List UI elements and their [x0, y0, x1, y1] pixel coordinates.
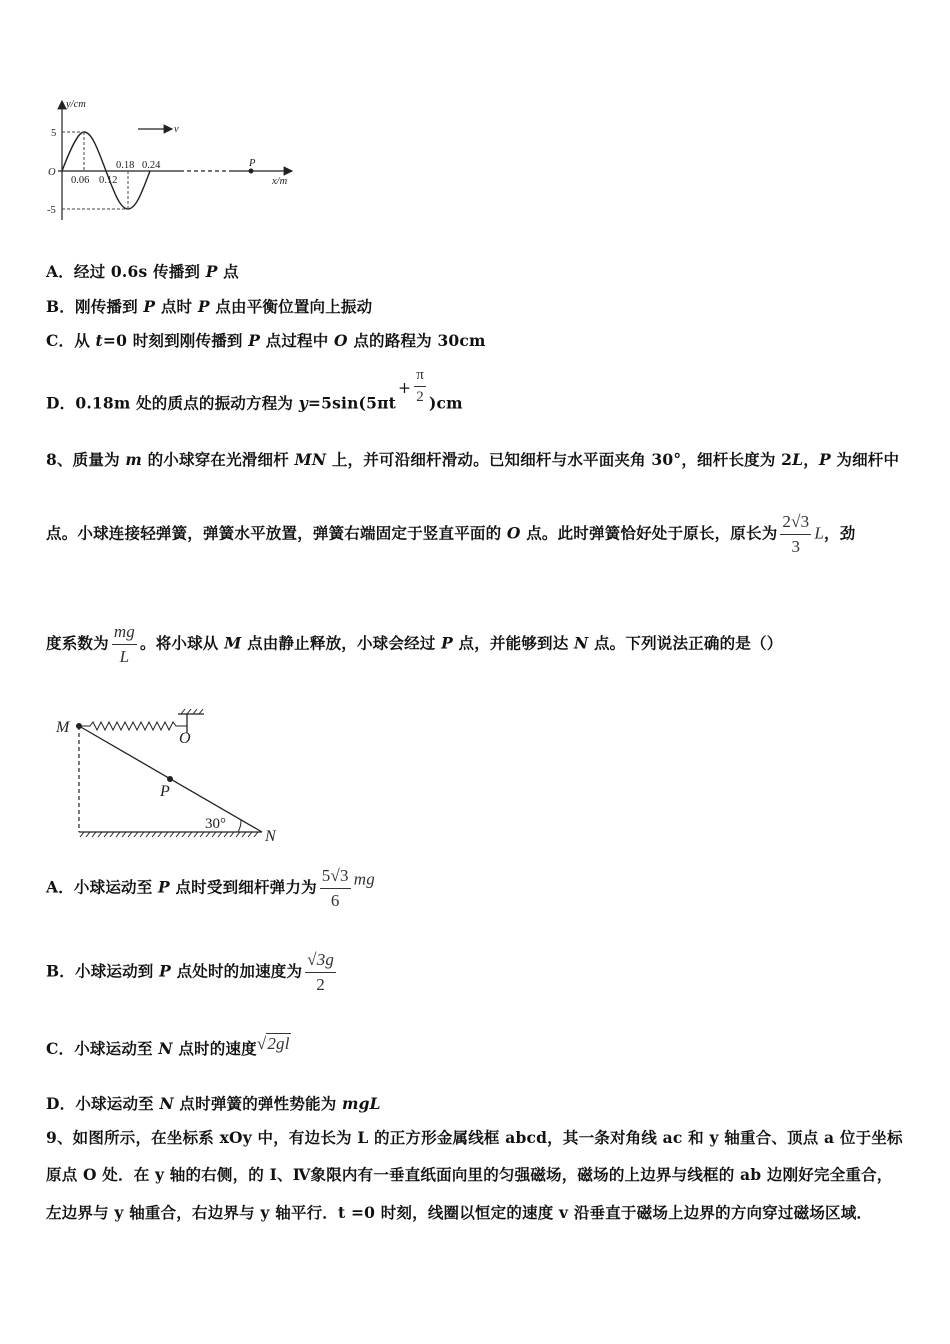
var-o: O [334, 331, 348, 350]
q7-option-b [46, 295, 372, 317]
text: 点。小球连接轻弹簧，弹簧水平放置，弹簧右端固定于竖直平面的 [46, 523, 507, 543]
q8-option-a [46, 866, 375, 911]
q8-option-c [46, 1034, 291, 1059]
amp-neg-label: -5 [47, 205, 56, 216]
text: 点时 [155, 297, 198, 316]
wave-figure [40, 95, 300, 225]
angle-label: 30° [205, 816, 226, 832]
text: 8、质量为 [46, 450, 126, 469]
velocity-sqrt: √2gl [256, 1034, 290, 1053]
var-p: P [197, 297, 210, 316]
var-n: N [574, 633, 589, 653]
text: C．小球运动至 [46, 1039, 159, 1058]
var-mgl: mgL [342, 1094, 381, 1113]
var-p: P [205, 262, 218, 281]
text: 的小球穿在光滑细杆 [142, 450, 295, 469]
acceleration-fraction [305, 950, 336, 995]
ground-hatch [80, 832, 258, 837]
q7-option-c [46, 329, 486, 351]
x-axis-label: x/m [272, 176, 288, 187]
label-n: N [265, 828, 276, 845]
point-p-dot [249, 169, 254, 174]
frac-den: 3 [791, 537, 801, 556]
q9-line2: 原点 O 处．在 y 轴的右侧，的 I、Ⅳ象限内有一垂直纸面向里的匀强磁场，磁场的上边界与线框的 ab 边刚好完全重合， [46, 1165, 893, 1184]
text: 点时受到细杆弹力为 [169, 877, 317, 897]
text: A．小球运动至 [46, 877, 159, 897]
var-n: N [159, 1094, 174, 1113]
frac-num: √3g [305, 950, 336, 973]
text: 点时的速度 [172, 1039, 257, 1058]
text: A．经过 0.6s 传播到 [46, 262, 206, 281]
frac-num: 5√3 [320, 866, 351, 889]
force-fraction [320, 866, 351, 911]
text: 度系数为 [46, 633, 109, 653]
spring-constant-fraction [112, 622, 137, 667]
text: ， [803, 450, 819, 469]
var-l: L [814, 523, 825, 543]
frac-den: L [119, 647, 130, 666]
q8-option-b [46, 950, 339, 995]
text: 点处时的加速度为 [170, 961, 303, 981]
frac-den: 2 [416, 389, 424, 405]
frac-num: 2√3 [780, 512, 811, 535]
var-o: O [506, 523, 521, 543]
var-p: P [248, 331, 261, 350]
text: 点的路程为 30cm [347, 331, 486, 350]
var-p: P [159, 961, 171, 981]
q8-line3 [46, 622, 782, 667]
q8-option-d [46, 1092, 381, 1114]
text: )cm [428, 393, 463, 413]
var-m: M [224, 633, 242, 653]
text: B．小球运动到 [46, 961, 160, 981]
angle-arc [238, 820, 241, 832]
pi-over-two [414, 367, 426, 406]
var-l: L [792, 450, 804, 469]
spring [80, 722, 187, 730]
amp-pos-label: 5 [51, 128, 57, 139]
text: ，劲 [824, 523, 856, 543]
q7-option-d [46, 367, 463, 414]
q9-line1: 9、如图所示，在坐标系 xOy 中，有边长为 L 的正方形金属线框 abcd，其一条对角线 ac 和 y 轴重合、顶点 a 位于坐标 [46, 1128, 903, 1147]
var-mn: MN [294, 450, 327, 469]
label-o: O [179, 730, 191, 747]
incline-figure [50, 705, 290, 855]
origin-label: O [48, 167, 56, 178]
tick-006: 0.06 [71, 175, 90, 186]
var-y: y [298, 393, 308, 413]
text: D．0.18m 处的质点的振动方程为 [46, 393, 299, 413]
q8-line1 [46, 448, 899, 470]
var-p: P [818, 450, 831, 469]
radicand: 2gl [267, 1034, 290, 1053]
text: C．从 [46, 331, 96, 350]
tick-018: 0.18 [116, 160, 135, 171]
tick-024: 0.24 [142, 160, 161, 171]
text: 。将小球从 [140, 633, 225, 653]
spring-length-fraction [780, 512, 811, 557]
text: 点。下列说法正确的是（） [588, 633, 783, 653]
point-p-label: P [249, 158, 256, 169]
point-p [167, 776, 173, 782]
text: 点由平衡位置向上振动 [209, 297, 373, 316]
text: =5sin(5πt [307, 393, 396, 413]
q8-line2 [46, 512, 855, 557]
text: 点过程中 [260, 331, 335, 350]
text: 上，并可沿细杆滑动。已知细杆与水平面夹角 30°，细杆长度为 2 [326, 450, 793, 469]
var-p: P [158, 877, 170, 897]
var-p: P [143, 297, 156, 316]
frac-num: π [414, 367, 426, 387]
text: 点 [217, 262, 239, 281]
text: 点，并能够到达 [452, 633, 575, 653]
plus-sign: + [398, 378, 412, 397]
text: 为细杆中 [830, 450, 900, 469]
text: D．小球运动至 [46, 1094, 160, 1113]
var-m: m [125, 450, 142, 469]
velocity-label: v [174, 124, 179, 135]
text: =0 时刻到刚传播到 [102, 331, 249, 350]
ball-m [76, 723, 82, 729]
frac-num: mg [112, 622, 137, 645]
q9-line3: 左边界与 y 轴重合，右边界与 y 轴平行．t =0 时刻，线圈以恒定的速度 v 沿垂直于磁场上边界的方向穿过磁场区域． [46, 1203, 873, 1222]
q7-option-a [46, 260, 239, 282]
text: 点。此时弹簧恰好处于原长，原长为 [520, 523, 778, 543]
var-t: t [95, 331, 103, 350]
y-axis-label: y/cm [66, 99, 86, 110]
text: 点时弹簧的弹性势能为 [173, 1094, 343, 1113]
wall-hatch [181, 709, 203, 714]
var-mg: mg [353, 869, 375, 889]
label-m: M [56, 719, 70, 736]
tick-012: 0.12 [99, 175, 118, 186]
text: 点由静止释放，小球会经过 [241, 633, 442, 653]
frac-den: 6 [330, 891, 340, 910]
text: B．刚传播到 [46, 297, 144, 316]
var-p: P [441, 633, 453, 653]
frac-den: 2 [316, 975, 325, 994]
var-n: N [158, 1039, 173, 1058]
label-p: P [160, 783, 170, 800]
